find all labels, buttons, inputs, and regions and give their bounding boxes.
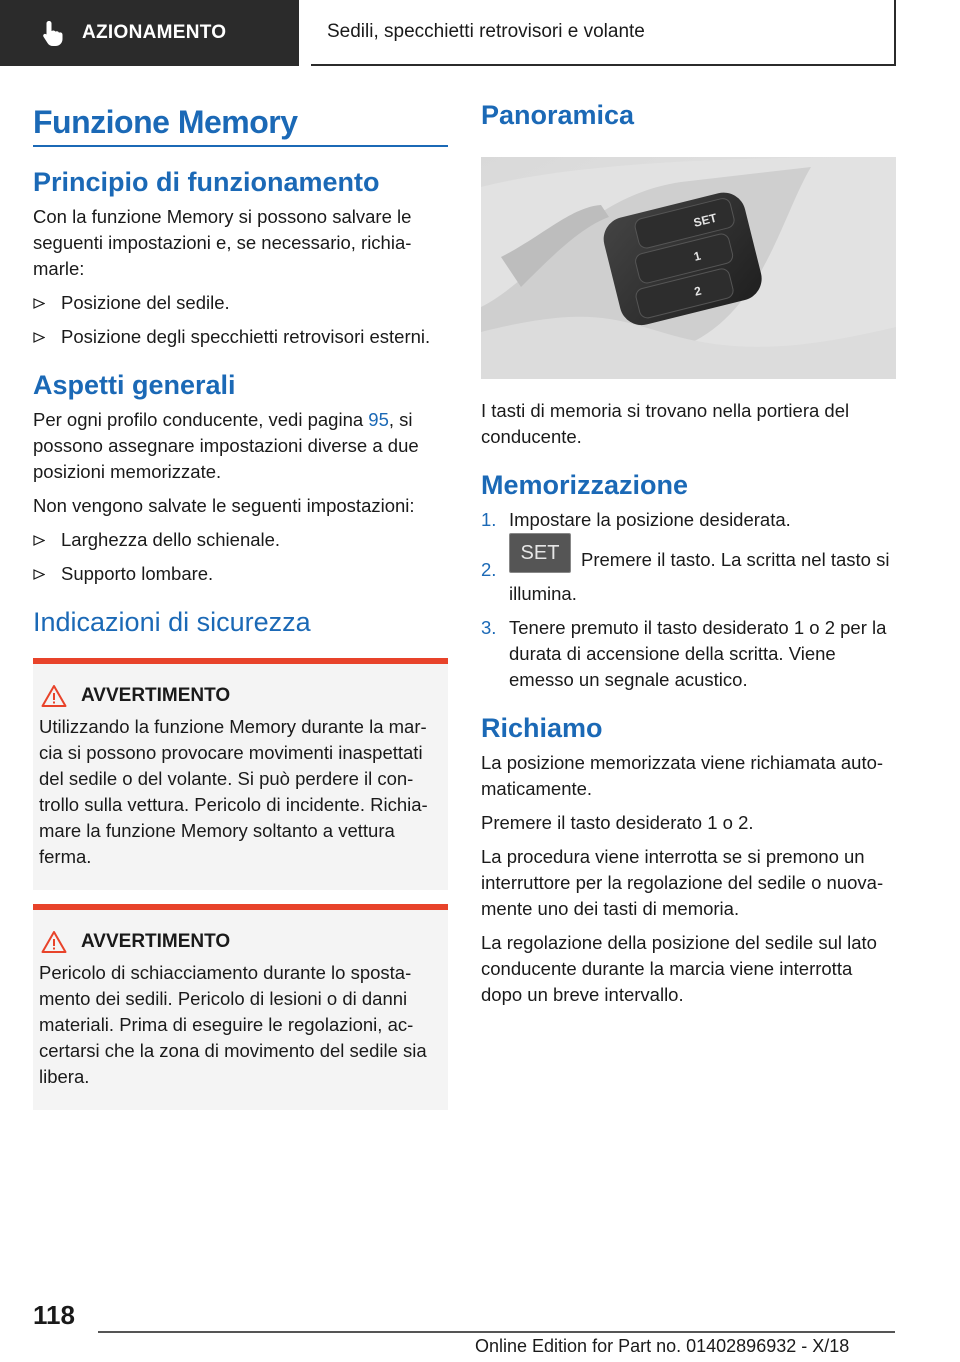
triangle-right-icon [33,535,45,546]
heading-richiamo: Richiamo [481,713,603,743]
richiamo-text: Premere il tasto desiderato 1 o 2. [481,812,754,833]
footer-edition: Online Edition for Part no. 01402896932 - X/18 [475,1336,850,1356]
heading-panoramica: Panoramica [481,100,635,130]
photo-caption: I tasti di memoria si trovano nella portiera del conducente. [481,400,850,447]
warning-triangle-icon [41,930,67,954]
list-item: Posizione del sedile. [33,290,448,316]
list-item: Larghezza dello schienale. [33,527,448,553]
richiamo-text: La procedura viene interrotta se si premono un interruttore per la regolazione del sedile o nuova‐ mente uno dei tasti di memoria. [481,846,884,919]
warning-text: Utilizzando la funzione Memory durante la mar‐ cia si possono provocare movimenti inaspettati del sedile o del volante. Si può perdere il con‐ trollo sulla vettura. Pericolo di incidente. Richia‐ mare la funzione Memory soltanto a vettura ferma. [39,716,428,867]
warning-title: AVVERTIMENTO [81,685,231,706]
richiamo-text: La regolazione della posizione del sedile sul lato conducente durante la marcia viene interrotta dopo un breve intervallo. [481,932,877,1005]
page-link[interactable]: 95 [368,409,389,430]
memorizzazione-steps [481,507,896,693]
left-column [33,104,448,1110]
step-item: 2. SET Premere il tasto. La scritta nel tasto si illumina. [481,541,896,607]
page-number: 118 [33,1300,75,1330]
warning-title: AVVERTIMENTO [81,931,231,952]
step-item: 1. Impostare la posizione desiderata. [481,509,791,530]
footer-divider [98,1331,895,1333]
triangle-right-icon [33,569,45,580]
hand-pointer-icon [38,18,68,48]
step-item: 3. Tenere premuto il tasto desiderato 1 o 2 per la durata di accensione della scritta. Viene emesso un segnale acustico. [481,617,887,690]
principio-list [33,290,448,350]
section-header [0,0,299,66]
photo-label-2: 2 [692,283,703,299]
photo-label-set: SET [692,210,719,230]
list-item: Supporto lombare. [33,561,448,587]
triangle-right-icon [33,332,45,343]
warning-text: Pericolo di schiacciamento durante lo sposta‐ mento dei sedili. Pericolo di lesioni o di danni materiali. Prima di eseguire le regolazioni, ac‐ certarsi che la zona di movimento del sedile sia libera. [39,962,427,1087]
photo-label-1: 1 [692,248,703,264]
warning-box [33,904,448,1110]
memory-buttons-photo [481,157,896,379]
set-button-icon: SET [509,533,571,573]
page-title: Funzione Memory [33,104,448,147]
list-item: Posizione degli specchietti retrovisori esterni. [33,324,448,350]
richiamo-text: La posizione memorizzata viene richiamata auto‐ maticamente. [481,752,884,799]
section-title: AZIONAMENTO [82,22,227,43]
aspetti-text: Per ogni profilo conducente, vedi pagina 95, si possono assegnare impostazioni diverse a due posizioni memorizzate. [33,409,419,482]
aspetti-list [33,527,448,587]
heading-memorizzazione: Memorizzazione [481,470,689,500]
chapter-title: Sedili, specchietti retrovisori e volante [327,21,645,42]
heading-sicurezza: Indicazioni di sicurezza [33,607,311,637]
warning-box [33,658,448,890]
principio-text: Con la funzione Memory si possono salvare le seguenti impostazioni e, se necessario, richia‐ marle: [33,206,412,279]
aspetti-text2: Non vengono salvate le seguenti impostazioni: [33,495,415,516]
chapter-header [311,0,896,66]
warning-triangle-icon [41,684,67,708]
heading-aspetti: Aspetti generali [33,370,236,400]
right-column [481,100,896,1016]
heading-principio: Principio di funzionamento [33,167,380,197]
triangle-right-icon [33,298,45,309]
